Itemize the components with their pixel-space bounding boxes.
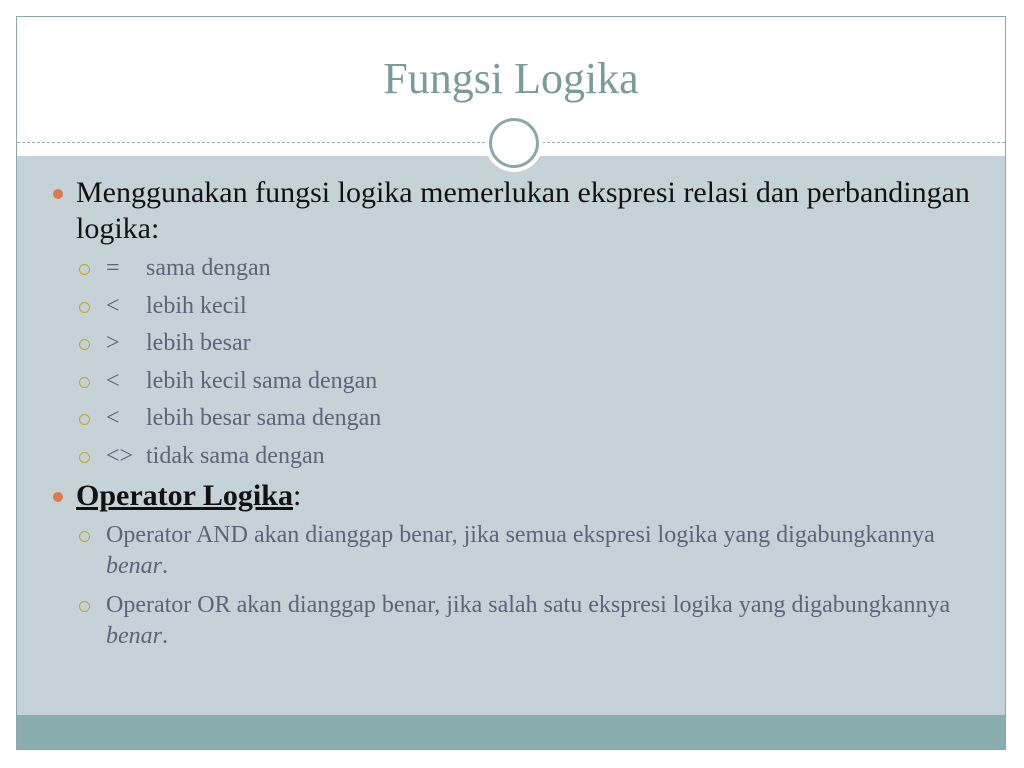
relational-symbol: < (106, 405, 120, 431)
relational-symbol: = (106, 255, 120, 281)
list-item (51, 291, 971, 322)
operator-or-tail: . (162, 623, 168, 649)
relational-label: lebih besar sama dengan (146, 405, 382, 431)
list-item (51, 441, 971, 472)
hollow-circle-bullet-icon (79, 414, 90, 425)
relational-label: sama dengan (146, 255, 271, 281)
circle-ornament-icon (489, 118, 539, 168)
hollow-circle-bullet-icon (79, 452, 90, 463)
footer-bar (17, 715, 1005, 749)
hollow-circle-bullet-icon (79, 531, 90, 542)
operator-and-tail: . (162, 553, 168, 579)
bullet-dot-icon (53, 492, 63, 502)
slide-body (51, 175, 971, 660)
bullet-relational (51, 175, 971, 247)
list-item (51, 328, 971, 359)
operator-heading: Operator Logika (76, 479, 293, 512)
relational-label: lebih besar (146, 330, 251, 356)
list-item (51, 403, 971, 434)
list-item (51, 520, 971, 582)
hollow-circle-bullet-icon (79, 377, 90, 388)
hollow-circle-bullet-icon (79, 339, 90, 350)
operator-and-emphasis: benar (106, 553, 162, 579)
list-item (51, 366, 971, 397)
hollow-circle-bullet-icon (79, 601, 90, 612)
relational-label: lebih kecil sama dengan (146, 367, 378, 394)
relational-symbol: < (106, 292, 120, 319)
slide-title: Fungsi Logika (383, 54, 639, 103)
hollow-circle-bullet-icon (79, 264, 90, 275)
slide (16, 16, 1006, 750)
relational-symbol: < (106, 367, 120, 394)
relational-symbol: <> (106, 442, 134, 469)
bullet-relational-text: Menggunakan fungsi logika memerlukan ekspresi relasi dan perbandingan logika: (76, 176, 970, 245)
operator-and-text: Operator AND akan dianggap benar, jika semua ekspresi logika yang digabungkannya (106, 522, 935, 548)
operator-or-text: Operator OR akan dianggap benar, jika salah satu ekspresi logika yang digabungkannya (106, 592, 951, 618)
relational-symbol: > (106, 330, 120, 356)
relational-label: lebih kecil (146, 292, 247, 319)
list-item (51, 590, 971, 652)
list-item (51, 253, 971, 284)
bullet-operator-logika (51, 478, 971, 514)
operator-or-emphasis: benar (106, 623, 162, 649)
operator-heading-colon: : (292, 479, 302, 512)
relational-label: tidak sama dengan (146, 442, 325, 469)
hollow-circle-bullet-icon (79, 302, 90, 313)
bullet-dot-icon (53, 189, 63, 199)
